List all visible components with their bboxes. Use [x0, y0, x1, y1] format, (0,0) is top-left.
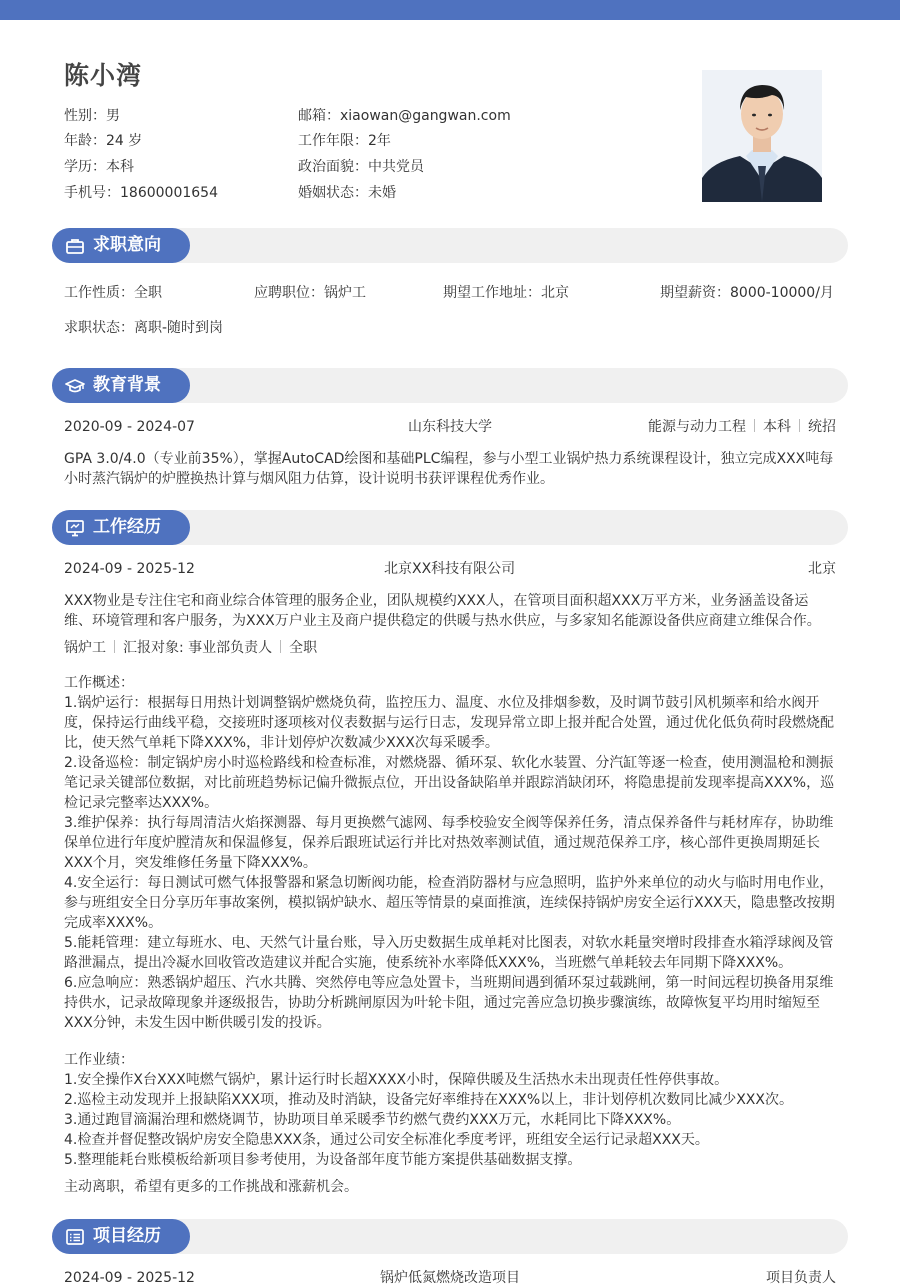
section-pill [52, 1219, 190, 1254]
education-major: 能源与动力工程 [648, 419, 746, 435]
education-value: 本科 [106, 159, 134, 175]
intent-city-label: 期望工作地址： [443, 285, 541, 301]
overview-title: 工作概述： [64, 675, 134, 691]
intent-position-value: 锅炉工 [324, 285, 366, 301]
divider [754, 419, 755, 432]
achievement-item: 1.安全操作X台XXX吨燃气锅炉，累计运行时长超XXXX小时，保障供暖及生活热水未出现责任性停供事故。 [64, 1072, 729, 1088]
section-header-intent [52, 228, 848, 263]
years-row [298, 131, 391, 151]
email-row [298, 106, 511, 126]
work-city: 北京 [808, 561, 836, 577]
divider [280, 640, 281, 653]
education-school: 山东科技大学 [408, 419, 492, 435]
intent-position [254, 283, 366, 303]
work-company: 北京XX科技有限公司 [384, 561, 516, 577]
phone-value: 18600001654 [120, 185, 218, 201]
political-value: 中共党员 [368, 159, 424, 175]
work-report-to: 汇报对象: 事业部负责人 [123, 640, 273, 656]
section-header-work [52, 510, 848, 545]
email-label: 邮箱： [298, 108, 340, 124]
age-row [64, 131, 142, 151]
years-label: 工作年限： [298, 133, 368, 149]
email-value[interactable]: xiaowan@gangwan.com [340, 108, 511, 124]
intent-salary-label: 期望薪资： [660, 285, 730, 301]
candidate-name: 陈小湾 [64, 61, 143, 90]
section-pill [52, 368, 190, 403]
achievement-item: 4.检查并督促整改锅炉房安全隐患XXX条，通过公司安全标准化季度考评，班组安全运行记录超XXX天。 [64, 1132, 709, 1148]
monitor-icon [65, 518, 85, 538]
section-header-project [52, 1219, 848, 1254]
political-row [298, 157, 424, 177]
work-role: 锅炉工 [64, 640, 106, 656]
section-title: 项目经历 [93, 1226, 161, 1246]
phone-label: 手机号： [64, 185, 120, 201]
section-title: 教育背景 [93, 375, 161, 395]
overview-item: 2.设备巡检：制定锅炉房小时巡检路线和检查标准，对燃烧器、循环泵、软化水装置、分汽缸等逐一检查，使用测温枪和测振笔记录关键部位数据，对比前班趋势标记偏升微振点位，开出设备缺陷单并跟踪消缺闭环，将隐患提前发现率提高XXX%，巡检记录完整率达XXX%。 [64, 755, 835, 811]
overview-item: 6.应急响应：熟悉锅炉超压、汽水共腾、突然停电等应急处置卡，当班期间遇到循环泵过载跳闸，第一时间远程切换备用泵维持供水，记录故障现象并逐级报告，协助分析跳闸原因为叶轮卡阻，通过完善应急切换步骤演练，故障恢复平均用时缩短至XXX分钟，未发生因中断供暖引发的投诉。 [64, 975, 834, 1031]
intent-type-label: 工作性质： [64, 285, 134, 301]
achievement-item: 2.巡检主动发现并上报缺陷XXX项，推动及时消缺，设备完好率维持在XXX%以上，非计划停机次数同比减少XXX次。 [64, 1092, 793, 1108]
intent-city [443, 283, 569, 303]
education-mode: 统招 [808, 419, 836, 435]
graduation-cap-icon [65, 376, 85, 396]
intent-salary [660, 283, 834, 303]
political-label: 政治面貌： [298, 159, 368, 175]
gender-row [64, 106, 120, 126]
briefcase-icon [65, 236, 85, 256]
overview-item: 3.维护保养：执行每周清洁火焰探测器、每月更换燃气滤网、每季校验安全阀等保养任务，清点保养备件与耗材库存，协助维保单位进行年度炉膛清灰和保温修复，保养后跟班试运行并比对热效率测试值，通过规范保养工序，核心部件更换周期延长XXX个月，突发维修任务量下降XXX%。 [64, 815, 834, 871]
project-role: 项目负责人 [766, 1270, 836, 1286]
divider [114, 640, 115, 653]
person-portrait-icon [702, 70, 822, 202]
intent-type-value: 全职 [134, 285, 162, 301]
leave-reason: 主动离职，希望有更多的工作挑战和涨薪机会。 [64, 1179, 358, 1195]
work-period: 2024-09 - 2025-12 [64, 561, 195, 577]
section-header-education [52, 368, 848, 403]
education-period: 2020-09 - 2024-07 [64, 419, 195, 435]
achievement-item: 3.通过跑冒滴漏治理和燃烧调节，协助项目单采暖季节约燃气费约XXX万元，水耗同比下降XXX%。 [64, 1112, 681, 1128]
intent-status-value: 离职-随时到岗 [134, 320, 224, 336]
intent-status [64, 318, 223, 338]
marital-row [298, 183, 396, 203]
intent-position-label: 应聘职位： [254, 285, 324, 301]
section-title: 工作经历 [93, 517, 161, 537]
profile-photo [702, 70, 822, 202]
achievement-item: 5.整理能耗台账模板给新项目参考使用，为设备部年度节能方案提供基础数据支撑。 [64, 1152, 582, 1168]
gender-label: 性别： [64, 108, 106, 124]
project-name: 锅炉低氮燃烧改造项目 [380, 1270, 520, 1286]
age-label: 年龄： [64, 133, 106, 149]
list-icon [65, 1227, 85, 1247]
education-description: GPA 3.0/4.0（专业前35%），掌握AutoCAD绘图和基础PLC编程，参与小型工业锅炉热力系统课程设计，独立完成XXX吨每小时蒸汽锅炉的炉膛换热计算与烟风阻力估算，设计说明书获评课程优秀作业。 [64, 451, 834, 487]
work-overview [64, 673, 836, 1033]
overview-item: 4.安全运行：每日测试可燃气体报警器和紧急切断阀功能，检查消防器材与应急照明，监护外来单位的动火与临时用电作业，参与班组安全日分享历年事故案例，模拟锅炉缺水、超压等情景的桌面推演，连续保持锅炉房安全运行XXX天，隐患整改按期完成率XXX%。 [64, 875, 835, 931]
marital-label: 婚姻状态： [298, 185, 368, 201]
company-description: XXX物业是专注住宅和商业综合体管理的服务企业，团队规模约XXX人，在管项目面积超XXX万平方米，业务涵盖设备运维、环境管理和客户服务，为XXX万户业主及商户提供稳定的供暖与热水供应，与多家知名能源设备供应商建立维保合作。 [64, 593, 821, 629]
gender-value: 男 [106, 108, 120, 124]
achievements-title: 工作业绩： [64, 1052, 134, 1068]
intent-city-value: 北京 [541, 285, 569, 301]
intent-type [64, 283, 162, 303]
education-row [64, 157, 134, 177]
top-accent-bar [0, 0, 900, 20]
work-role-line [64, 638, 317, 658]
education-degree: 本科 [763, 419, 791, 435]
work-job-type: 全职 [289, 640, 318, 656]
education-label: 学历： [64, 159, 106, 175]
age-value: 24 岁 [106, 133, 143, 149]
project-period: 2024-09 - 2025-12 [64, 1270, 195, 1286]
section-pill [52, 510, 190, 545]
section-title: 求职意向 [93, 235, 161, 255]
work-achievements [64, 1050, 836, 1170]
intent-status-label: 求职状态： [64, 320, 134, 336]
years-value: 2年 [368, 133, 391, 149]
marital-value: 未婚 [368, 185, 396, 201]
intent-salary-value: 8000-10000/月 [730, 285, 834, 301]
overview-item: 5.能耗管理：建立每班水、电、天然气计量台账，导入历史数据生成单耗对比图表，对软水耗量突增时段排查水箱浮球阀及管路泄漏点，提出冷凝水回收管改造建议并配合实施，使系统补水率降低XXX%，当班燃气单耗较去年同期下降XXX%。 [64, 935, 834, 971]
divider [799, 419, 800, 432]
overview-item: 1.锅炉运行：根据每日用热计划调整锅炉燃烧负荷，监控压力、温度、水位及排烟参数，及时调节鼓引风机频率和给水阀开度，保持运行曲线平稳，交接班时逐项核对仪表数据与运行日志，发现异常立即上报并配合处置，通过优化低负荷时段燃烧配比，使天然气单耗下降XXX%，非计划停炉次数减少XXX次每采暖季。 [64, 695, 834, 751]
phone-row [64, 183, 218, 203]
section-pill [52, 228, 190, 263]
education-meta [648, 417, 836, 437]
